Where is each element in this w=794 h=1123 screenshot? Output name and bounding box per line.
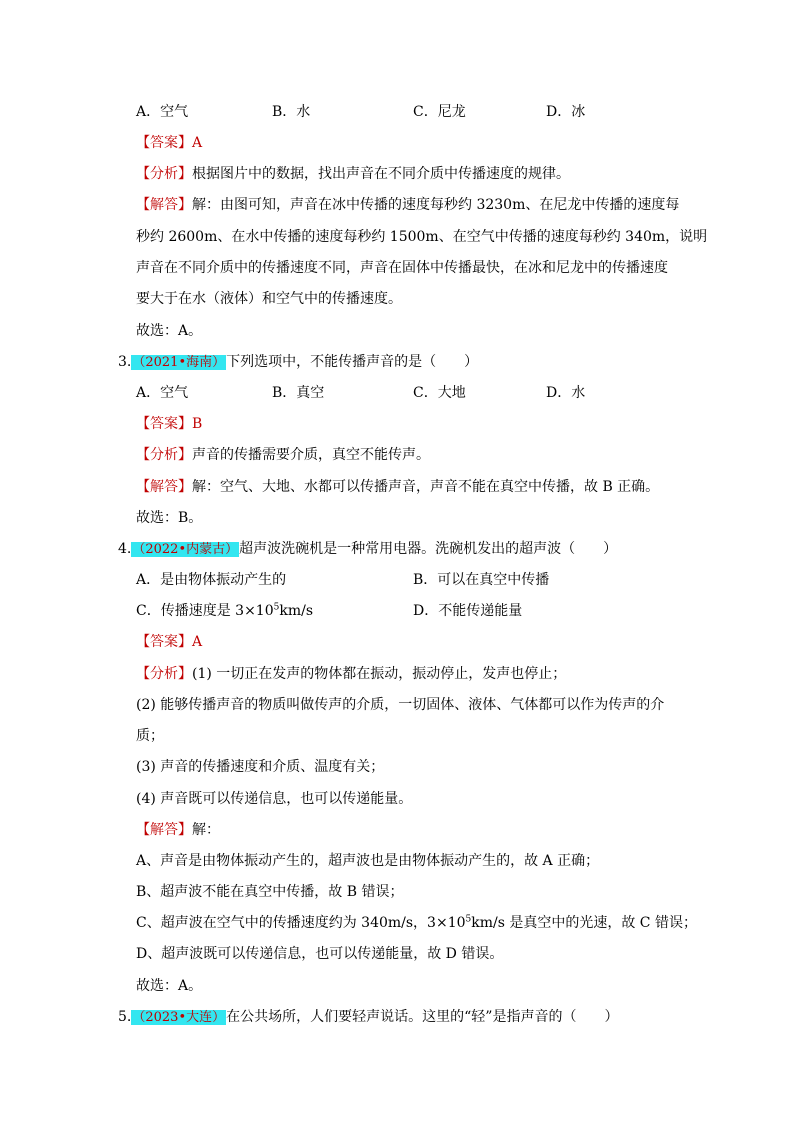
- solution-line-3: 声音在不同介质中的传播速度不同，声音在固体中传播最快，在冰和尼龙中的传播速度: [136, 260, 668, 276]
- solution-c-rest: km/s 是真空中的光速，故 C 错误；: [471, 915, 697, 931]
- solution-label: 【解答】: [136, 822, 192, 838]
- option-a: A．空气: [136, 385, 189, 401]
- analysis-line-1: [136, 664, 566, 684]
- question-4: [118, 539, 617, 560]
- solution-line-2: 秒约 2600m、在水中传播的速度每秒约 1500m、在空气中传播的速度每秒约 340m，说明: [136, 229, 708, 245]
- question-stem: 下列选项中，不能传播声音的是（ ）: [226, 354, 479, 370]
- option-c-exponent: 5: [273, 602, 280, 613]
- solution-line: [136, 477, 659, 497]
- answer-line: [136, 414, 202, 434]
- analysis-label: 【分析】: [136, 166, 192, 182]
- option-b: B．水: [272, 104, 311, 120]
- answer-label: 【答案】: [136, 416, 192, 432]
- option-c: C．尼龙: [413, 104, 466, 120]
- option-c: C．大地: [413, 385, 466, 401]
- question-stem: 在公共场所，人们要轻声说话。这里的“轻”是指声音的（ ）: [226, 1009, 619, 1025]
- solution-c: [136, 913, 697, 933]
- source-tag: （2021•海南）: [132, 355, 226, 370]
- option-b: B．可以在真空中传播: [413, 572, 550, 588]
- analysis-text: (1) 一切正在发声的物体都在振动，振动停止，发声也停止；: [192, 666, 567, 682]
- question-5: [118, 1007, 618, 1028]
- solution-d: D、超声波既可以传递信息，也可以传递能量，故 D 错误。: [136, 946, 504, 962]
- solution-a: A、声音是由物体振动产生的，超声波也是由物体振动产生的，故 A 正确；: [136, 853, 600, 869]
- analysis-text: 声音的传播需要介质，真空不能传声。: [192, 447, 430, 463]
- option-c: [136, 601, 313, 621]
- solution-c-text: C、超声波在空气中的传播速度约为 340m/s，3×10: [136, 915, 466, 931]
- solution-text: 解：: [192, 822, 220, 838]
- answer-label: 【答案】: [136, 135, 192, 151]
- analysis-label: 【分析】: [136, 447, 192, 463]
- question-stem: 超声波洗碗机是一种常用电器。洗碗机发出的超声波（ ）: [239, 541, 618, 557]
- question-number: 5.: [118, 1009, 132, 1025]
- analysis-line-2: (2) 能够传播声音的物质叫做传声的介质，一切固体、液体、气体都可以作为传声的介: [136, 697, 665, 713]
- solution-line-1: [136, 195, 679, 215]
- solution-c-exponent: 5: [465, 914, 472, 925]
- source-tag: （2023•大连）: [132, 1010, 226, 1025]
- source-tag: （2022•内蒙古）: [132, 542, 239, 557]
- analysis-label: 【分析】: [136, 666, 192, 682]
- answer-line: [136, 632, 202, 652]
- question-number: 3.: [118, 354, 132, 370]
- answer-value: B: [192, 416, 203, 432]
- answer-value: A: [192, 634, 203, 650]
- analysis-line: [136, 164, 570, 184]
- option-d: D．不能传递能量: [413, 603, 523, 619]
- option-b: B．真空: [272, 385, 325, 401]
- solution-text: 解：由图可知，声音在冰中传播的速度每秒约 3230m、在尼龙中传播的速度每: [192, 197, 680, 213]
- solution-label: 【解答】: [136, 479, 192, 495]
- option-c-unit: km/s: [279, 603, 314, 619]
- solution-line-4: 要大于在水（液体）和空气中的传播速度。: [136, 291, 402, 307]
- analysis-line: [136, 445, 430, 465]
- choose-line: 故选：A。: [136, 323, 203, 339]
- question-number: 4.: [118, 541, 132, 557]
- analysis-line-4: (4) 声音既可以传递信息，也可以传递能量。: [136, 791, 413, 807]
- question-3: [118, 352, 478, 373]
- answer-line: [136, 133, 202, 153]
- solution-label: 【解答】: [136, 197, 192, 213]
- option-d: D．水: [546, 385, 586, 401]
- solution-line: [136, 820, 220, 840]
- choose-line: 故选：A。: [136, 978, 203, 994]
- analysis-text: 根据图片中的数据，找出声音在不同介质中传播速度的规律。: [192, 166, 570, 182]
- analysis-line-3: (3) 声音的传播速度和介质、温度有关；: [136, 759, 385, 775]
- solution-text: 解：空气、大地、水都可以传播声音，声音不能在真空中传播，故 B 正确。: [192, 479, 660, 495]
- option-d: D．冰: [546, 104, 586, 120]
- answer-label: 【答案】: [136, 634, 192, 650]
- option-a: A．空气: [136, 104, 189, 120]
- analysis-line-2-cont: 质；: [136, 728, 164, 744]
- solution-b: B、超声波不能在真空中传播，故 B 错误；: [136, 884, 404, 900]
- option-c-text: C．传播速度是 3×10: [136, 603, 274, 619]
- answer-value: A: [192, 135, 203, 151]
- option-a: A．是由物体振动产生的: [136, 572, 287, 588]
- choose-line: 故选：B。: [136, 510, 203, 526]
